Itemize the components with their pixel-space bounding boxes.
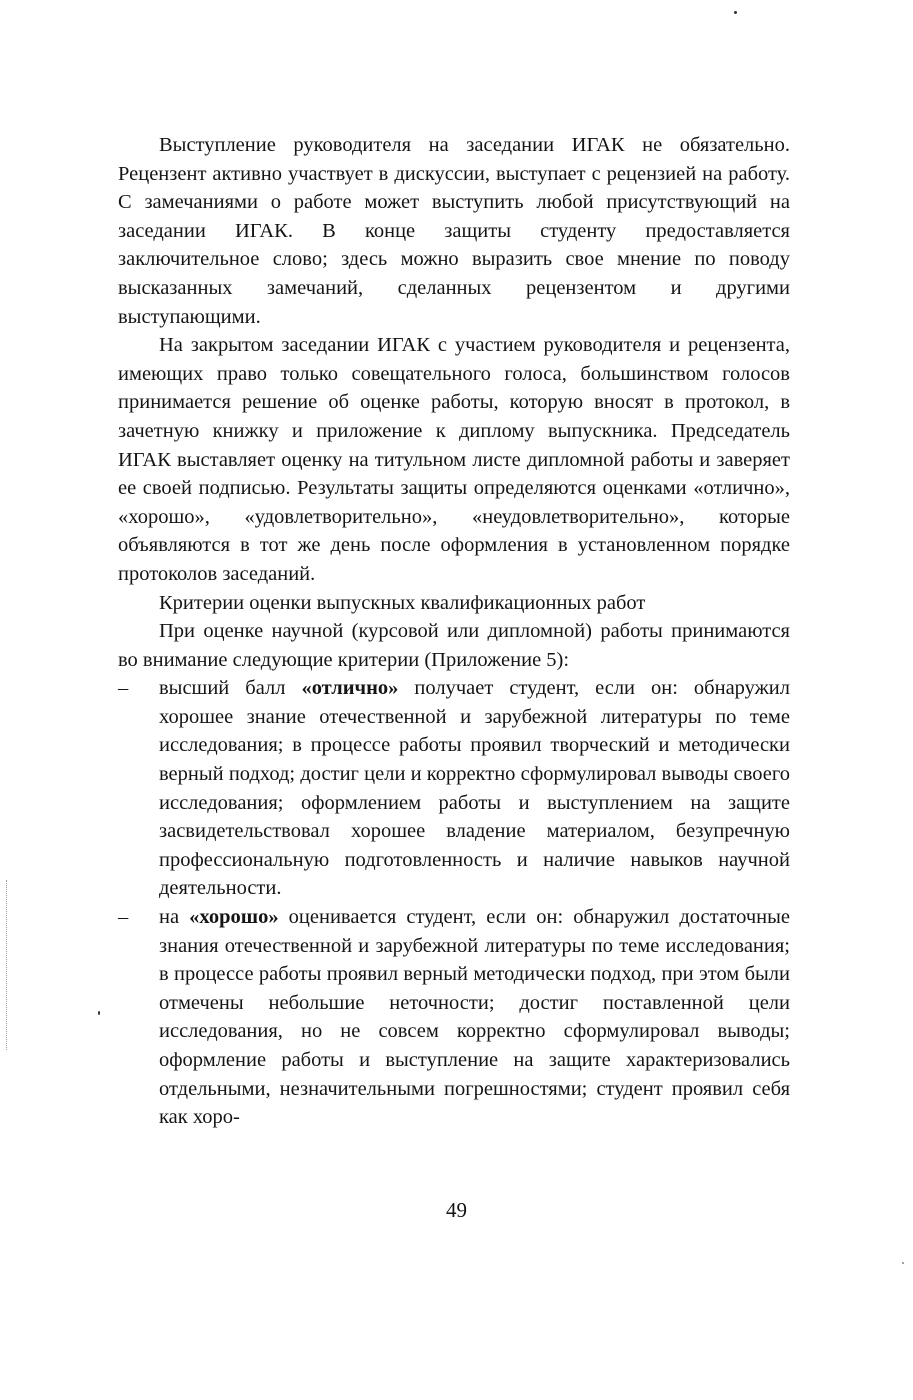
print-speck <box>734 11 737 14</box>
criterion-lead: высший балл <box>159 677 302 700</box>
scan-margin-mark <box>6 880 8 1050</box>
print-speck <box>902 1262 904 1264</box>
body-text <box>118 131 790 1132</box>
list-dash: – <box>118 677 129 700</box>
grade-label: «хорошо» <box>189 906 279 929</box>
paragraph: Выступление руководителя на заседании ИГАК не обязательно. Рецензент активно участвует в дискуссии, выступает с рецензией на работу. С замечаниями о работе может выступить любой присутствующий на заседании ИГАК. В конце защиты студенту предоставляется заключительное слово; здесь можно выразить свое мнение по поводу высказанных замечаний, сделанных рецензентом и другими выступающими. <box>118 134 790 328</box>
paragraph: На закрытом заседании ИГАК с участием руководителя и рецензента, имеющих право только совещательного голоса, большинством голосов принимается решение об оценке работы, которую вносят в протокол, в зачетную книжку и приложение к диплому выпускника. Председатель ИГАК выставляет оценку на титульном листе дипломной работы и заверяет ее своей подписью. Результаты защиты определяются оценками «отлично», «хорошо», «удовлетворительно», «неудовлетворительно», которые объявляются в тот же день после оформления в установленном порядке протоколов заседаний. <box>118 334 790 585</box>
list-item <box>118 903 790 1132</box>
print-speck <box>98 1011 100 1015</box>
grade-label: «отлично» <box>301 677 399 700</box>
criterion-lead: на <box>159 906 190 929</box>
page-number: 49 <box>446 1198 467 1222</box>
criterion-text: получает студент, если он: обнаружил хорошее знание отечественной и зарубежной литературы по теме исследования; в процессе работы проявил творческий и методически верный подход; достиг цели и корректно сформулировал выводы своего исследования; оформлением работы и выступлением на защите засвидетельствовал хорошее владение материалом, безупречную профессиональную подготовленность и наличие навыков научной деятельности. <box>159 677 790 900</box>
section-heading: Критерии оценки выпускных квалификационных работ <box>159 591 646 614</box>
criterion-text: оценивается студент, если он: обнаружил достаточные знания отечественной и зарубежной литературы по теме исследования; в процессе работы проявил верный методически подход, при этом были отмечены небольшие неточности; достиг поставленной цели исследования, но не совсем корректно сформулировал выводы; оформление работы и выступление на защите характеризовались отдельными, незначительными погрешностями; студент проявил себя как хоро- <box>159 906 790 1129</box>
paragraph: При оценке научной (курсовой или дипломной) работы принимаются во внимание следующие критерии (Приложение 5): <box>118 620 790 671</box>
list-dash: – <box>118 906 129 929</box>
criteria-list <box>118 674 790 1132</box>
list-item <box>118 674 790 903</box>
